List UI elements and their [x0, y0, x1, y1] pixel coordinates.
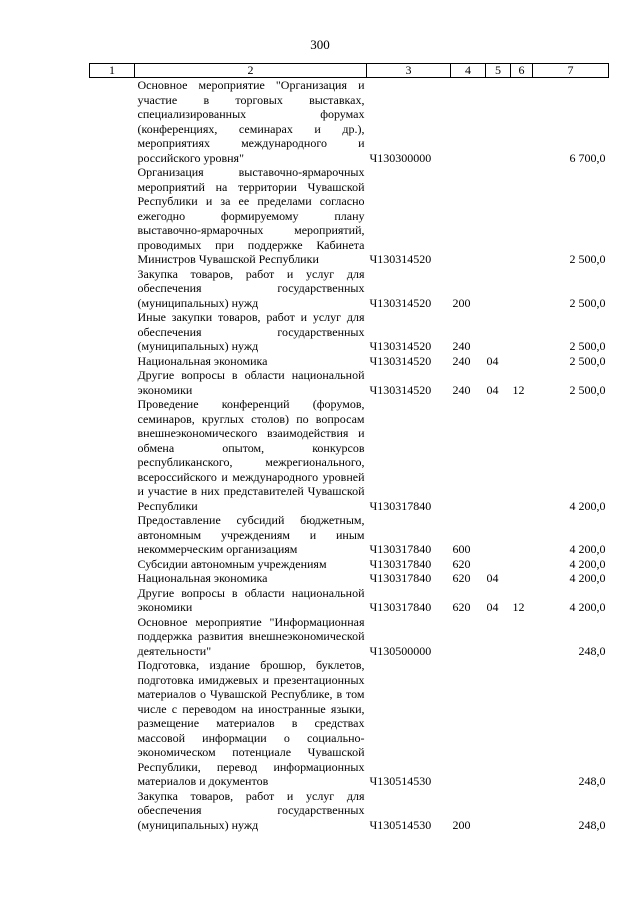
table-row [90, 789, 609, 833]
name-cell: Субсидии автономным учреждениям [137, 556, 327, 571]
table-body [90, 78, 609, 833]
pr-cell: 12 [512, 382, 525, 397]
rz-cell [486, 267, 511, 311]
pr-cell: 12 [512, 600, 525, 614]
vr-cell [451, 397, 486, 513]
vr-cell [451, 658, 486, 789]
name-cell: Иные закупки товаров, работ и услуг для обеспечения государственных (муниципальных) нужд [137, 310, 365, 353]
name-cell: Основное мероприятие "Информационная поддержка развития внешнеэкономической деятельности" [137, 614, 365, 658]
code-cell: Ч130317840 [369, 600, 432, 614]
num-cell [90, 267, 135, 311]
num-cell [90, 513, 135, 557]
rz-cell: 04 [486, 600, 499, 614]
vr-cell: 620 [452, 600, 471, 614]
table-row [90, 571, 609, 586]
column-header-3: 3 [367, 64, 451, 78]
code-cell: Ч130317840 [369, 542, 432, 556]
vr-cell: 240 [452, 382, 471, 397]
amount-cell: 2 500,0 [569, 382, 606, 397]
rz-cell [486, 513, 511, 557]
pr-cell [511, 789, 533, 833]
column-header-1: 1 [90, 64, 135, 78]
budget-table [89, 63, 609, 832]
rz-cell [486, 789, 511, 833]
rz-cell [486, 165, 511, 267]
table-row [90, 615, 609, 659]
table-row [90, 513, 609, 557]
pr-cell [511, 310, 533, 354]
table-row [90, 658, 609, 789]
num-cell [90, 78, 135, 166]
rz-cell [486, 78, 511, 166]
amount-cell: 248,0 [578, 774, 606, 788]
num-cell [90, 557, 135, 572]
vr-cell [451, 615, 486, 659]
amount-cell: 2 500,0 [569, 295, 606, 310]
vr-cell: 620 [452, 556, 471, 571]
code-cell: Ч130500000 [369, 643, 432, 658]
rz-cell [486, 557, 511, 572]
name-cell: Организация выставочно-ярмарочных мероприятий на территории Чувашской Республики и за ее пределами согласно ежегодно формируемому плану выставочно-ярмарочных мероприятий, проводимых при поддержке Кабинета Министров Чувашской Республики [137, 165, 365, 266]
name-cell: Национальная экономика [137, 353, 268, 368]
pr-cell [511, 615, 533, 659]
code-cell: Ч130317840 [369, 556, 432, 571]
amount-cell: 4 200,0 [569, 600, 606, 614]
rz-cell: 04 [486, 571, 499, 585]
num-cell [90, 354, 135, 369]
column-header-6: 6 [511, 64, 533, 78]
pr-cell [511, 267, 533, 311]
code-cell: Ч130314520 [369, 382, 432, 397]
vr-cell: 240 [452, 353, 471, 368]
vr-cell: 600 [452, 542, 471, 556]
vr-cell: 200 [452, 817, 471, 832]
code-cell: Ч130317840 [369, 571, 432, 585]
table-row [90, 557, 609, 572]
pr-cell [511, 658, 533, 789]
table-row [90, 78, 609, 166]
num-cell [90, 658, 135, 789]
num-cell [90, 310, 135, 354]
name-cell: Подготовка, издание брошюр, буклетов, подготовка имиджевых и презентационных материалов о Чувашской Республике, в том числе с переводом на иностранные языки, размещение материалов в средствах массовой информации о социально-экономическом потенциале Чувашской Республики, перевод информационных материалов и документов [137, 658, 365, 788]
code-cell: Ч130514530 [369, 817, 432, 832]
code-cell: Ч130300000 [369, 150, 432, 165]
amount-cell: 248,0 [578, 817, 606, 832]
amount-cell: 4 200,0 [569, 498, 606, 513]
table-row [90, 397, 609, 513]
num-cell [90, 571, 135, 586]
pr-cell [511, 78, 533, 166]
amount-cell: 2 500,0 [569, 353, 606, 368]
rz-cell: 04 [486, 353, 499, 368]
column-header-5: 5 [486, 64, 511, 78]
column-header-4: 4 [451, 64, 486, 78]
code-cell: Ч130314520 [369, 353, 432, 368]
num-cell [90, 397, 135, 513]
amount-cell: 2 500,0 [569, 252, 606, 266]
rz-cell [486, 310, 511, 354]
table-row [90, 165, 609, 267]
vr-cell [451, 78, 486, 166]
table-header [90, 64, 609, 78]
column-header-7: 7 [533, 64, 609, 78]
amount-cell: 4 200,0 [569, 571, 606, 585]
table-row [90, 368, 609, 397]
pr-cell [511, 513, 533, 557]
table-row [90, 267, 609, 311]
num-cell [90, 586, 135, 615]
pr-cell [511, 557, 533, 572]
name-cell: Закупка товаров, работ и услуг для обеспечения государственных (муниципальных) нужд [137, 266, 365, 310]
name-cell: Другие вопросы в области национальной экономики [137, 585, 365, 614]
name-cell: Предоставление субсидий бюджетным, автономным учреждениям и иным некоммерческим организациям [137, 513, 365, 556]
num-cell [90, 615, 135, 659]
amount-cell: 2 500,0 [569, 339, 606, 353]
rz-cell: 04 [486, 382, 499, 397]
num-cell [90, 368, 135, 397]
vr-cell: 240 [452, 339, 471, 353]
code-cell: Ч130314520 [369, 295, 432, 310]
name-cell: Национальная экономика [137, 571, 268, 585]
pr-cell [511, 354, 533, 369]
column-header-2: 2 [135, 64, 367, 78]
amount-cell: 4 200,0 [569, 556, 606, 571]
name-cell: Закупка товаров, работ и услуг для обеспечения государственных (муниципальных) нужд [137, 788, 365, 832]
code-cell: Ч130514530 [369, 774, 432, 788]
num-cell [90, 165, 135, 267]
table-row [90, 354, 609, 369]
pr-cell [511, 165, 533, 267]
vr-cell: 200 [452, 295, 471, 310]
rz-cell [486, 658, 511, 789]
rz-cell [486, 615, 511, 659]
rz-cell [486, 397, 511, 513]
page-number: 300 [310, 37, 330, 52]
table-row [90, 310, 609, 354]
pr-cell [511, 571, 533, 586]
amount-cell: 248,0 [578, 643, 606, 658]
code-cell: Ч130317840 [369, 498, 432, 513]
amount-cell: 6 700,0 [569, 150, 606, 165]
amount-cell: 4 200,0 [569, 542, 606, 556]
vr-cell [451, 165, 486, 267]
vr-cell: 620 [452, 571, 471, 585]
code-cell: Ч130314520 [369, 339, 432, 353]
table-row [90, 586, 609, 615]
name-cell: Проведение конференций (форумов, семинаров, круглых столов) по вопросам внешнеэкономического взаимодействия и обмена опытом, конкурсов республиканского, межрегионального, всероссийского и международного уровней и участие в них представителей Чувашской Республики [137, 397, 365, 513]
code-cell: Ч130314520 [369, 252, 432, 266]
name-cell: Другие вопросы в области национальной экономики [137, 368, 365, 397]
num-cell [90, 789, 135, 833]
pr-cell [511, 397, 533, 513]
name-cell: Основное мероприятие "Организация и участие в торговых выставках, специализированных форумах (конференциях, семинарах и др.), мероприятиях международного и российского уровня" [137, 78, 365, 165]
